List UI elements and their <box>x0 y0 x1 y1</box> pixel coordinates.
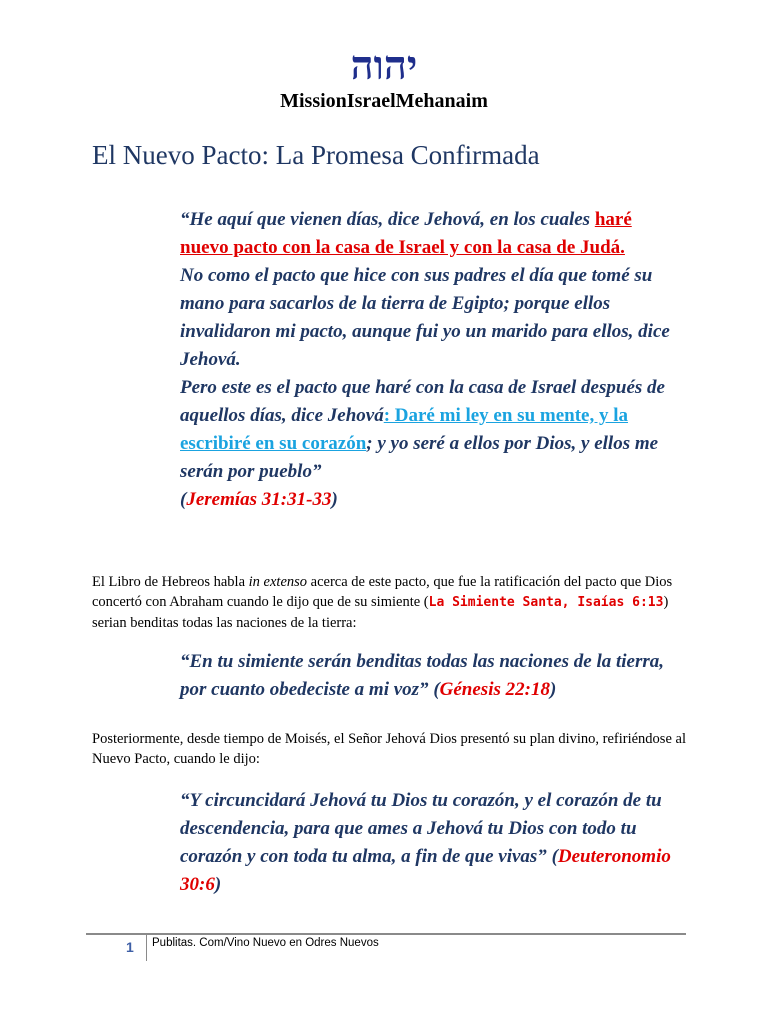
footer-text: Publitas. Com/Vino Nuevo en Odres Nuevos <box>152 937 379 949</box>
paragraph-text: Posteriormente, desde tiempo de Moisés, el Señor Jehová Dios presentó su plan divino, refiriéndose al Nuevo Pacto, cuando le dijo: <box>92 731 686 767</box>
paragraph-moises <box>92 729 688 769</box>
quote-jeremias-middle: No como el pacto que hice con sus padres el día que tomé su mano para sacarlos de la tierra de Egipto; porque ellos invalidaron mi pacto, aunque fui yo un marido para ellos, dice Jehová. <box>180 265 670 370</box>
scripture-reference: Jeremías 31:31-33 <box>186 489 332 510</box>
quote-jeremias-text <box>180 206 680 262</box>
quote-genesis-text: “En tu simiente serán benditas todas las naciones de la tierra, por cuanto obedeciste a mi voz” <box>180 651 665 700</box>
quote-jeremias <box>180 206 680 514</box>
paragraph-hebreos <box>92 572 688 633</box>
page-title: El Nuevo Pacto: La Promesa Confirmada <box>92 140 540 170</box>
scripture-reference: Génesis 22:18 <box>439 679 550 700</box>
highlight-blue: : Daré mi ley en su mente, y la escribiré en su corazón <box>180 405 629 454</box>
highlight-red: haré nuevo pacto con la casa de Israel y con la casa de Judá. <box>180 209 632 258</box>
page-number: 1 <box>126 939 134 955</box>
quote-line: ; y yo seré a ellos por Dios, y ellos me serán por pueblo” <box>180 433 659 482</box>
footer-separator <box>146 935 147 961</box>
quote-jeremias-end <box>180 374 680 486</box>
scripture-reference: Deuteronomio 30:6 <box>180 846 671 895</box>
quote-line: “He aquí que vienen días, dice Jehová, en los cuales <box>180 209 591 230</box>
paragraph-text: El Libro de Hebreos habla <box>92 574 246 590</box>
hebrew-divine-name: יהוה <box>350 42 418 89</box>
paragraph-text: ) serian benditas todas las naciones de la tierra: <box>92 594 669 631</box>
quote-jeremias-reference: (Jeremías 31:31-33) <box>180 489 338 510</box>
paragraph-text: acerca de este pacto, que fue la ratificación del pacto que Dios concertó con Abraham cuando le dijo que de su simiente ( <box>92 574 673 610</box>
quote-deuteronomio-text: “Y circuncidará Jehová tu Dios tu corazón, y el corazón de tu descendencia, para que ames a Jehová tu Dios con todo tu corazón y con toda tu alma, a fin de que vivas” <box>180 790 662 867</box>
paragraph-italic: in extenso <box>248 574 308 590</box>
quote-line: Pero este es el pacto que haré con la casa de Israel después de aquellos días, dice Jehová <box>180 377 665 426</box>
highlight-simiente: La Simiente Santa, Isaías 6:13 <box>428 595 664 610</box>
quote-genesis: “En tu simiente serán benditas todas las naciones de la tierra, por cuanto obedeciste a mi voz” (Génesis 22:18) <box>180 651 665 700</box>
quote-deuteronomio: “Y circuncidará Jehová tu Dios tu corazón, y el corazón de tu descendencia, para que ames a Jehová tu Dios con todo tu corazón y con toda tu alma, a fin de que vivas” (Deuteronomio 30:6) <box>180 790 671 895</box>
footer-divider <box>86 933 686 935</box>
site-name: MissionIsraelMehanaim <box>280 90 488 112</box>
